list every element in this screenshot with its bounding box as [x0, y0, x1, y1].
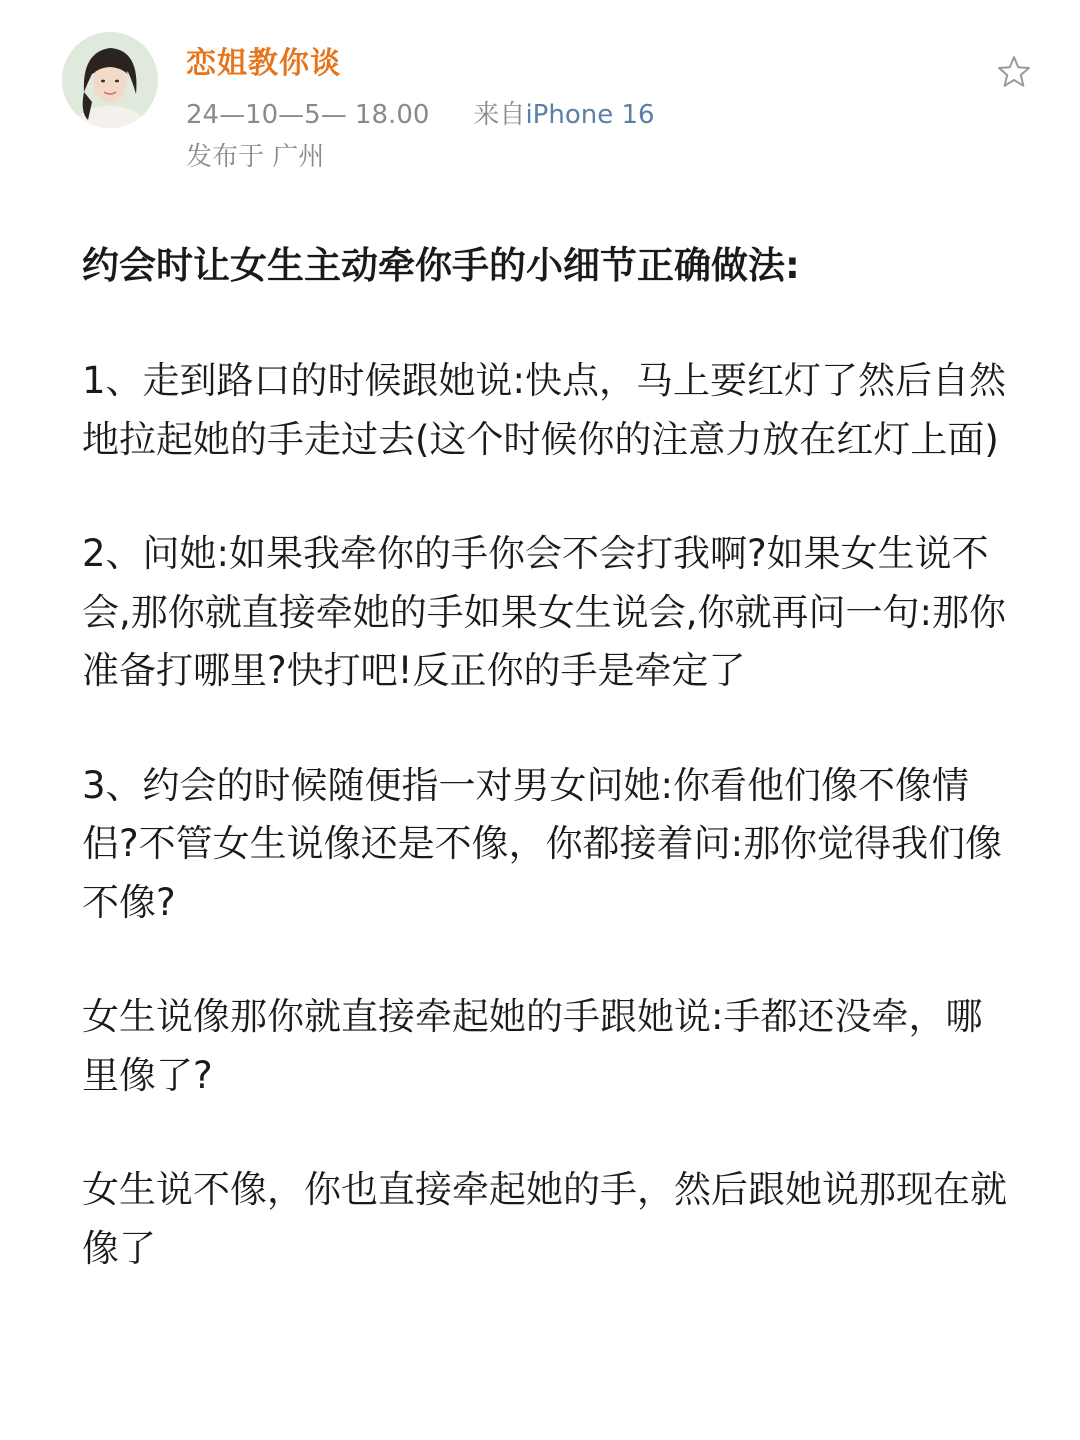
author-avatar[interactable] [62, 32, 158, 128]
post-content [82, 236, 1012, 1278]
post-title: 约会时让女生主动牵你手的小细节正确做法: [82, 244, 800, 287]
post-datetime: 24—10—5— 18.00 [186, 100, 430, 130]
post-device: iPhone 16 [525, 100, 655, 130]
author-name[interactable]: 恋姐教你谈 [186, 46, 341, 81]
post-meta [186, 94, 655, 131]
post-paragraph-5: 女生说不像，你也直接牵起她的手，然后跟她说那现在就像了 [82, 1168, 1007, 1270]
post-paragraph-1: 1、走到路口的时候跟她说:快点，马上要红灯了然后自然地拉起她的手走过去(这个时候你的注意力放在红灯上面) [82, 359, 1007, 461]
post-header [0, 0, 1080, 200]
post-paragraph-3: 3、约会的时候随便指一对男女问她:你看他们像不像情侣?不管女生说像还是不像，你都接着问:那你觉得我们像不像? [82, 763, 1003, 924]
post-source-prefix: 来自 [473, 100, 526, 130]
star-outline-icon [996, 54, 1032, 90]
post-paragraph-2: 2、问她:如果我牵你的手你会不会打我啊?如果女生说不会,那你就直接牵她的手如果女生说会,你就再问一句:那你准备打哪里?快打吧!反正你的手是牵定了 [82, 532, 1006, 692]
favorite-button[interactable] [996, 54, 1032, 90]
avatar-image [62, 32, 158, 128]
post-location: 发布于 广州 [186, 142, 325, 172]
post-paragraph-4: 女生说像那你就直接牵起她的手跟她说:手都还没牵，哪里像了? [82, 995, 983, 1097]
